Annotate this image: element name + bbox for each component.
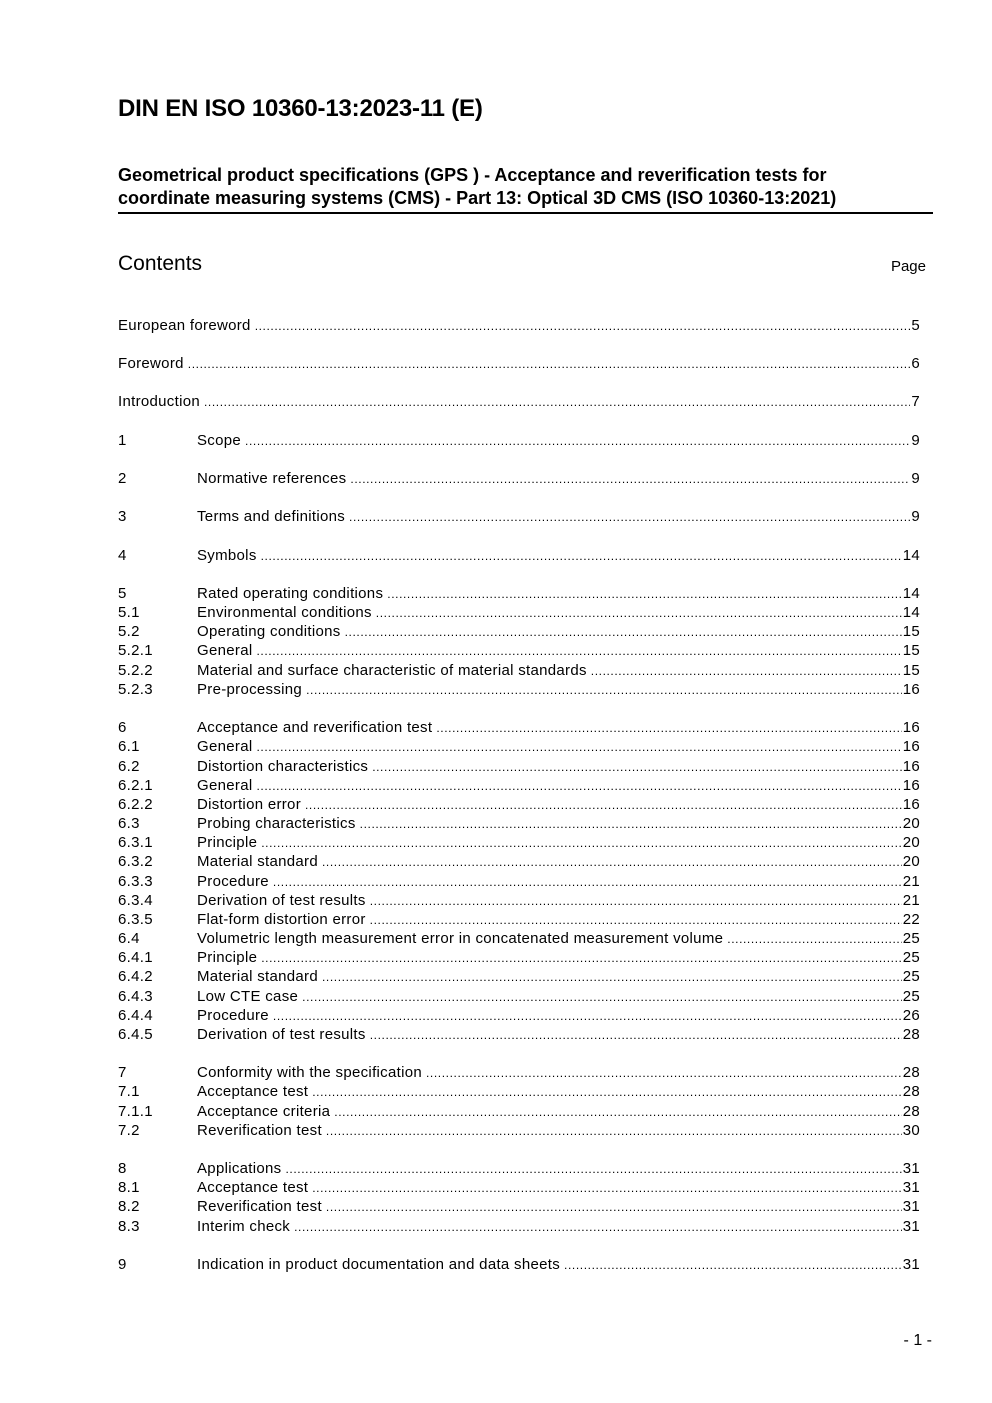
toc-entry-number: 6.3.1 <box>118 834 153 851</box>
toc-entry[interactable] <box>118 1025 920 1044</box>
toc-entry-number: 7.2 <box>118 1122 140 1139</box>
toc-entry-page: 31 <box>902 1179 920 1196</box>
toc-entry-number: 6.3 <box>118 815 140 832</box>
toc-entry-title: Acceptance test <box>197 1178 312 1197</box>
toc-entry-page: 7 <box>911 393 920 410</box>
toc-entry-title: Scope <box>197 431 245 450</box>
toc-entry-number: 9 <box>118 1256 127 1273</box>
toc-entry-title: Introduction <box>118 392 204 411</box>
toc-entry-title: Flat-form distortion error <box>197 910 370 929</box>
toc-entry-page: 25 <box>902 949 920 966</box>
toc-dot-leader <box>370 1026 902 1045</box>
toc-entry-page: 20 <box>902 853 920 870</box>
toc-dot-leader <box>245 432 910 451</box>
toc-dot-leader <box>436 719 901 738</box>
toc-entry-number: 6.3.3 <box>118 873 153 890</box>
toc-dot-leader <box>727 930 901 949</box>
toc-dot-leader <box>312 1179 901 1198</box>
toc-dot-leader <box>370 892 902 911</box>
toc-dot-leader <box>349 508 910 527</box>
toc-dot-leader <box>294 1218 902 1237</box>
toc-entry-number: 6.3.2 <box>118 853 153 870</box>
toc-entry-number: 8.2 <box>118 1198 140 1215</box>
toc-entry-title: General <box>197 737 256 756</box>
toc-entry-number: 5.2.1 <box>118 642 153 659</box>
toc-entry-number: 6.4 <box>118 930 140 947</box>
toc-entry-page: 9 <box>911 508 920 525</box>
toc-entry[interactable] <box>118 891 920 910</box>
toc-entry[interactable] <box>118 546 920 565</box>
toc-entry[interactable] <box>118 833 920 852</box>
toc-entry-number: 7.1 <box>118 1083 140 1100</box>
toc-entry-title: Low CTE case <box>197 987 302 1006</box>
toc-entry[interactable] <box>118 431 920 450</box>
toc-entry[interactable] <box>118 603 920 622</box>
toc-entry-page: 21 <box>902 892 920 909</box>
toc-entry-page: 25 <box>902 988 920 1005</box>
toc-entry-title: Reverification test <box>197 1121 326 1140</box>
toc-entry-number: 5 <box>118 585 127 602</box>
toc-dot-leader <box>372 758 902 777</box>
toc-entry[interactable] <box>118 316 920 335</box>
toc-entry-number: 6.3.5 <box>118 911 153 928</box>
toc-entry[interactable] <box>118 1082 920 1101</box>
toc-entry-title: Material standard <box>197 967 322 986</box>
toc-entry-number: 6.2 <box>118 758 140 775</box>
toc-entry[interactable] <box>118 910 920 929</box>
toc-entry-number: 4 <box>118 547 127 564</box>
toc-entry-title: Foreword <box>118 354 188 373</box>
toc-entry-page: 22 <box>902 911 920 928</box>
toc-entry[interactable] <box>118 795 920 814</box>
toc-entry[interactable] <box>118 1255 920 1274</box>
toc-entry-title: Acceptance criteria <box>197 1102 334 1121</box>
toc-entry-page: 28 <box>902 1103 920 1120</box>
toc-dot-leader <box>261 834 901 853</box>
toc-entry-number: 7 <box>118 1064 127 1081</box>
toc-entry-title: Operating conditions <box>197 622 345 641</box>
toc-entry[interactable] <box>118 1121 920 1140</box>
toc-dot-leader <box>285 1160 901 1179</box>
contents-heading: Contents <box>118 252 203 275</box>
toc-dot-leader <box>350 470 910 489</box>
toc-entry-title: Applications <box>197 1159 285 1178</box>
toc-entry-page: 25 <box>902 930 920 947</box>
toc-entry[interactable] <box>118 1063 920 1082</box>
toc-entry-page: 20 <box>902 815 920 832</box>
toc-entry-title: Procedure <box>197 872 273 891</box>
toc-entry-number: 6.4.3 <box>118 988 153 1005</box>
toc-dot-leader <box>345 623 902 642</box>
toc-entry-title: Derivation of test results <box>197 1025 370 1044</box>
toc-dot-leader <box>426 1064 902 1083</box>
toc-entry-title: Acceptance and reverification test <box>197 718 436 737</box>
toc-dot-leader <box>204 393 910 412</box>
toc-entry-title: Principle <box>197 948 261 967</box>
toc-dot-leader <box>334 1103 901 1122</box>
toc-entry[interactable] <box>118 776 920 795</box>
toc-entry[interactable] <box>118 929 920 948</box>
toc-dot-leader <box>376 604 902 623</box>
toc-entry-page: 31 <box>902 1256 920 1273</box>
footer-page-number: - 1 - <box>903 1332 932 1349</box>
toc-entry[interactable] <box>118 507 920 526</box>
toc-entry-number: 2 <box>118 470 127 487</box>
toc-entry-page: 21 <box>902 873 920 890</box>
toc-entry[interactable] <box>118 1102 920 1121</box>
toc-entry-title: European foreword <box>118 316 255 335</box>
toc-dot-leader <box>261 547 902 566</box>
toc-entry-page: 28 <box>902 1064 920 1081</box>
toc-entry[interactable] <box>118 1217 920 1236</box>
toc-dot-leader <box>255 317 911 336</box>
toc-entry-number: 8 <box>118 1160 127 1177</box>
toc-dot-leader <box>326 1122 902 1141</box>
toc-dot-leader <box>273 873 902 892</box>
toc-entry[interactable] <box>118 392 920 411</box>
document-subtitle <box>118 164 933 214</box>
toc-entry-number: 8.3 <box>118 1218 140 1235</box>
toc-entry-page: 31 <box>902 1160 920 1177</box>
toc-entry-page: 14 <box>902 585 920 602</box>
toc-entry-title: Reverification test <box>197 1197 326 1216</box>
toc-entry[interactable] <box>118 469 920 488</box>
toc-entry-number: 7.1.1 <box>118 1103 153 1120</box>
toc-entry-title: Symbols <box>197 546 261 565</box>
toc-entry-number: 6.4.4 <box>118 1007 153 1024</box>
toc-dot-leader <box>256 642 901 661</box>
toc-entry[interactable] <box>118 354 920 373</box>
toc-entry-title: Interim check <box>197 1217 294 1236</box>
toc-entry-page: 15 <box>902 642 920 659</box>
toc-dot-leader <box>360 815 902 834</box>
toc-entry[interactable] <box>118 872 920 891</box>
toc-entry-page: 16 <box>902 719 920 736</box>
toc-entry-page: 15 <box>902 623 920 640</box>
toc-entry-number: 5.2.3 <box>118 681 153 698</box>
subtitle-line-2: coordinate measuring systems (CMS) - Part 13: Optical 3D CMS (ISO 10360-13:2021) <box>118 188 837 208</box>
toc-entry-title: Procedure <box>197 1006 273 1025</box>
toc-entry-title: Indication in product documentation and data sheets <box>197 1255 564 1274</box>
toc-entry-number: 5.1 <box>118 604 140 621</box>
toc-entry[interactable] <box>118 1006 920 1025</box>
toc-dot-leader <box>387 585 901 604</box>
toc-entry-number: 3 <box>118 508 127 525</box>
toc-entry-title: Rated operating conditions <box>197 584 387 603</box>
toc-entry-title: Acceptance test <box>197 1082 312 1101</box>
toc-entry[interactable] <box>118 1197 920 1216</box>
toc-entry-page: 25 <box>902 968 920 985</box>
toc-dot-leader <box>273 1007 902 1026</box>
toc-entry-page: 6 <box>911 355 920 372</box>
toc-entry[interactable] <box>118 680 920 699</box>
toc-dot-leader <box>370 911 902 930</box>
toc-entry-title: Probing characteristics <box>197 814 360 833</box>
toc-entry[interactable] <box>118 737 920 756</box>
toc-entry[interactable] <box>118 814 920 833</box>
toc-entry-title: Volumetric length measurement error in concatenated measurement volume <box>197 929 727 948</box>
toc-entry-title: Normative references <box>197 469 350 488</box>
toc-entry[interactable] <box>118 641 920 660</box>
toc-dot-leader <box>322 968 902 987</box>
toc-entry-page: 26 <box>902 1007 920 1024</box>
toc-entry-title: Derivation of test results <box>197 891 370 910</box>
toc-entry-title: Material standard <box>197 852 322 871</box>
toc-entry-number: 5.2 <box>118 623 140 640</box>
toc-entry-title: General <box>197 776 256 795</box>
toc-entry[interactable] <box>118 1178 920 1197</box>
toc-entry-page: 31 <box>902 1198 920 1215</box>
toc-entry-page: 16 <box>902 758 920 775</box>
toc-entry[interactable] <box>118 622 920 641</box>
toc-entry-page: 20 <box>902 834 920 851</box>
toc-dot-leader <box>322 853 902 872</box>
toc-dot-leader <box>188 355 911 374</box>
toc-entry-number: 6.2.1 <box>118 777 153 794</box>
toc-entry-page: 28 <box>902 1026 920 1043</box>
toc-entry[interactable] <box>118 967 920 986</box>
toc-dot-leader <box>256 738 901 757</box>
toc-entry-page: 14 <box>902 604 920 621</box>
toc-entry-page: 16 <box>902 796 920 813</box>
toc-entry-number: 6.3.4 <box>118 892 153 909</box>
toc-entry-title: General <box>197 641 256 660</box>
toc-entry[interactable] <box>118 987 920 1006</box>
page-column-heading: Page <box>890 258 926 275</box>
toc-dot-leader <box>302 988 902 1007</box>
toc-entry-page: 16 <box>902 738 920 755</box>
toc-entry-title: Pre-processing <box>197 680 306 699</box>
toc-entry-number: 6.1 <box>118 738 140 755</box>
toc-entry-page: 5 <box>911 317 920 334</box>
toc-entry[interactable] <box>118 584 920 603</box>
toc-entry[interactable] <box>118 718 920 737</box>
toc-entry[interactable] <box>118 757 920 776</box>
subtitle-line-1: Geometrical product specifications (GPS ) - Acceptance and reverification tests for <box>118 165 827 185</box>
toc-entry-page: 31 <box>902 1218 920 1235</box>
toc-entry-page: 9 <box>911 432 920 449</box>
toc-entry-title: Distortion characteristics <box>197 757 372 776</box>
toc-dot-leader <box>306 681 902 700</box>
toc-entry-title: Distortion error <box>197 795 305 814</box>
toc-entry-title: Terms and definitions <box>197 507 349 526</box>
toc-entry-page: 16 <box>902 777 920 794</box>
toc-entry-page: 28 <box>902 1083 920 1100</box>
toc-dot-leader <box>564 1256 902 1275</box>
toc-entry-page: 16 <box>902 681 920 698</box>
toc-entry-title: Environmental conditions <box>197 603 376 622</box>
toc-entry-page: 9 <box>911 470 920 487</box>
toc-entry-number: 5.2.2 <box>118 662 153 679</box>
toc-dot-leader <box>256 777 901 796</box>
toc-entry-number: 6.4.2 <box>118 968 153 985</box>
toc-dot-leader <box>312 1083 901 1102</box>
toc-entry[interactable] <box>118 661 920 680</box>
toc-entry-number: 1 <box>118 432 127 449</box>
toc-entry-number: 8.1 <box>118 1179 140 1196</box>
toc-entry-page: 15 <box>902 662 920 679</box>
toc-entry-title: Conformity with the specification <box>197 1063 426 1082</box>
toc-dot-leader <box>591 662 902 681</box>
toc-entry-page: 14 <box>902 547 920 564</box>
toc-entry-number: 6.4.5 <box>118 1026 153 1043</box>
toc-entry-number: 6 <box>118 719 127 736</box>
toc-entry[interactable] <box>118 1159 920 1178</box>
toc-dot-leader <box>326 1198 902 1217</box>
toc-entry-page: 30 <box>902 1122 920 1139</box>
toc-dot-leader <box>305 796 902 815</box>
toc-entry-title: Material and surface characteristic of material standards <box>197 661 591 680</box>
toc-entry-number: 6.4.1 <box>118 949 153 966</box>
toc-entry[interactable] <box>118 852 920 871</box>
document-title: DIN EN ISO 10360-13:2023-11 (E) <box>118 95 483 122</box>
toc-entry[interactable] <box>118 948 920 967</box>
toc-entry-title: Principle <box>197 833 261 852</box>
toc-entry-number: 6.2.2 <box>118 796 153 813</box>
toc-dot-leader <box>261 949 901 968</box>
